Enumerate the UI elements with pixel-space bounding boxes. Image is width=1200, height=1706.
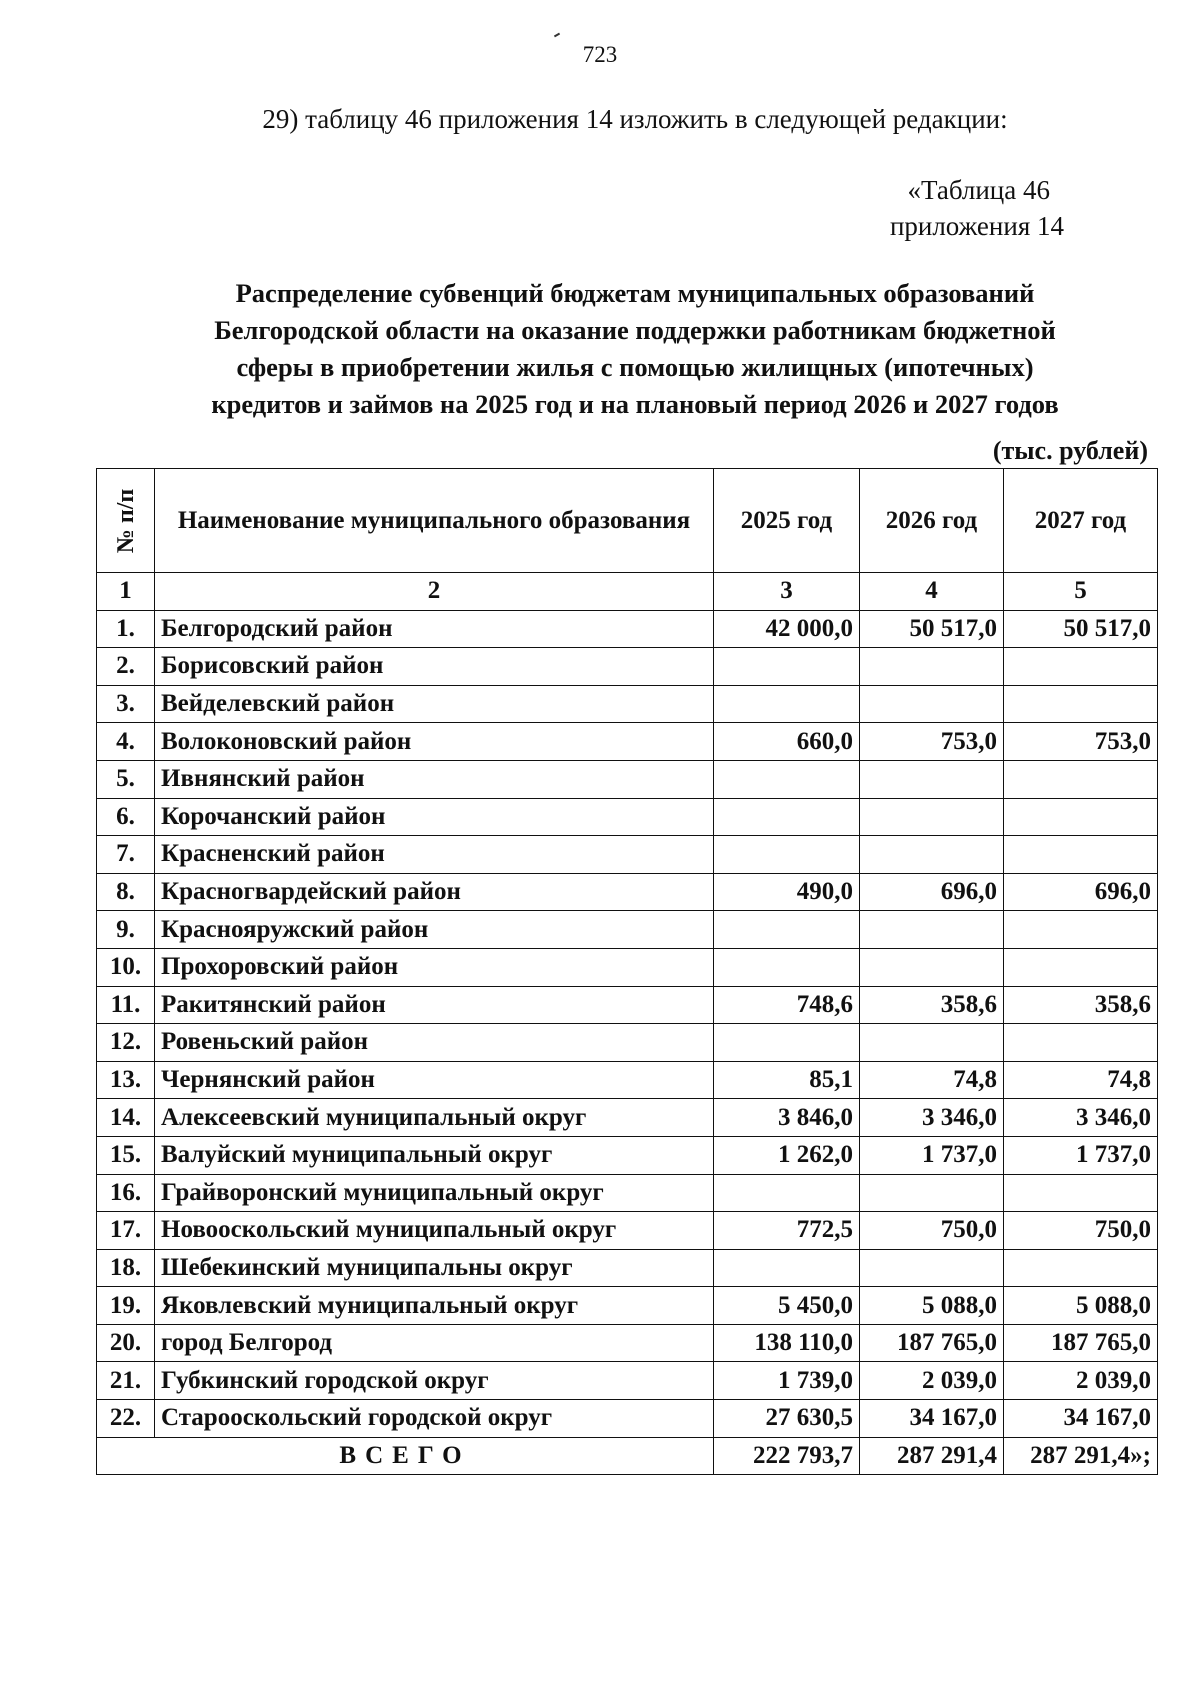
table-row [97,1362,1158,1400]
total-2027: 287 291,4»; [1004,1437,1158,1475]
value-2026: 1 737,0 [860,1136,1004,1174]
table-row [97,1324,1158,1362]
value-2026 [860,798,1004,836]
value-2027: 3 346,0 [1004,1099,1158,1137]
row-number: 19. [97,1287,155,1325]
row-number: 4. [97,723,155,761]
table-row [97,986,1158,1024]
value-2025: 1 262,0 [714,1136,860,1174]
value-2027: 5 088,0 [1004,1287,1158,1325]
table-row [97,610,1158,648]
table-caption [890,172,1064,244]
table-row [97,1024,1158,1062]
value-2027: 2 039,0 [1004,1362,1158,1400]
scan-artifact [554,33,560,38]
value-2026: 3 346,0 [860,1099,1004,1137]
value-2025: 3 846,0 [714,1099,860,1137]
municipality-name: Валуйский муниципальный округ [155,1136,714,1174]
value-2025: 490,0 [714,873,860,911]
table-row [97,1099,1158,1137]
title-line: Распределение субвенций бюджетам муниципальных образований [235,278,1035,308]
column-number: 5 [1004,573,1158,611]
intro-text: 29) таблицу 46 приложения 14 изложить в следующей редакции: [262,104,1008,134]
municipality-name: Борисовский район [155,648,714,686]
column-number: 1 [97,573,155,611]
total-2026: 287 291,4 [860,1437,1004,1475]
value-2025: 1 739,0 [714,1362,860,1400]
value-2027 [1004,685,1158,723]
municipality-name: Шебекинский муниципальны округ [155,1249,714,1287]
value-2026 [860,836,1004,874]
title-line: Белгородской области на оказание поддержки работникам бюджетной [214,315,1056,345]
value-2026: 34 167,0 [860,1400,1004,1438]
value-2026: 187 765,0 [860,1324,1004,1362]
value-2026 [860,1024,1004,1062]
row-number: 2. [97,648,155,686]
total-2025: 222 793,7 [714,1437,860,1475]
row-number: 9. [97,911,155,949]
header-num-label: № п/п [112,488,139,553]
municipality-name: Ивнянский район [155,760,714,798]
row-number: 22. [97,1400,155,1438]
value-2027: 1 737,0 [1004,1136,1158,1174]
value-2025: 772,5 [714,1212,860,1250]
municipality-name: Красногвардейский район [155,873,714,911]
header-name: Наименование муниципального образования [155,469,714,573]
value-2027: 34 167,0 [1004,1400,1158,1438]
page-number: 723 [582,42,618,67]
column-number-row [97,573,1158,611]
column-number: 2 [155,573,714,611]
column-number: 4 [860,573,1004,611]
row-number: 11. [97,986,155,1024]
value-2025 [714,760,860,798]
value-2025 [714,1024,860,1062]
table-row [97,948,1158,986]
value-2025 [714,685,860,723]
table-row [97,723,1158,761]
value-2027 [1004,648,1158,686]
value-2026: 74,8 [860,1061,1004,1099]
row-number: 14. [97,1099,155,1137]
value-2027: 187 765,0 [1004,1324,1158,1362]
value-2027: 358,6 [1004,986,1158,1024]
value-2027: 696,0 [1004,873,1158,911]
value-2027 [1004,798,1158,836]
total-row [97,1437,1158,1475]
value-2025 [714,836,860,874]
value-2026 [860,948,1004,986]
table-row [97,685,1158,723]
table-row [97,1212,1158,1250]
municipality-name: Чернянский район [155,1061,714,1099]
value-2025 [714,1174,860,1212]
value-2025: 138 110,0 [714,1324,860,1362]
header-2027: 2027 год [1004,469,1158,573]
row-number: 7. [97,836,155,874]
total-label: ВСЕГО [97,1437,714,1475]
value-2026: 5 088,0 [860,1287,1004,1325]
municipality-name: Грайворонский муниципальный округ [155,1174,714,1212]
value-2027 [1004,948,1158,986]
header-2026: 2026 год [860,469,1004,573]
table-row [97,911,1158,949]
value-2025 [714,911,860,949]
value-2025: 42 000,0 [714,610,860,648]
value-2027: 74,8 [1004,1061,1158,1099]
column-number: 3 [714,573,860,611]
municipality-name: Новооскольский муниципальный округ [155,1212,714,1250]
table-row [97,1174,1158,1212]
value-2026: 358,6 [860,986,1004,1024]
value-2027: 50 517,0 [1004,610,1158,648]
value-2026: 2 039,0 [860,1362,1004,1400]
table-row [97,760,1158,798]
table-row [97,1287,1158,1325]
municipality-name: Корочанский район [155,798,714,836]
value-2026: 753,0 [860,723,1004,761]
municipality-name: Старооскольский городской округ [155,1400,714,1438]
row-number: 12. [97,1024,155,1062]
table-row [97,1061,1158,1099]
value-2025 [714,798,860,836]
subvention-table [96,468,1158,1475]
row-number: 3. [97,685,155,723]
value-2026 [860,1174,1004,1212]
value-2025 [714,648,860,686]
value-2025 [714,1249,860,1287]
value-2027 [1004,1249,1158,1287]
value-2027 [1004,1024,1158,1062]
value-2027 [1004,1174,1158,1212]
municipality-name: Красненский район [155,836,714,874]
value-2026 [860,760,1004,798]
units-label: (тыс. рублей) [992,436,1148,465]
value-2025: 27 630,5 [714,1400,860,1438]
municipality-name: Ровеньский район [155,1024,714,1062]
municipality-name: Краснояружский район [155,911,714,949]
row-number: 13. [97,1061,155,1099]
municipality-name: Белгородский район [155,610,714,648]
municipality-name: Губкинский городской округ [155,1362,714,1400]
table-row [97,1400,1158,1438]
value-2026: 50 517,0 [860,610,1004,648]
table-row [97,1249,1158,1287]
value-2026 [860,911,1004,949]
table-row [97,648,1158,686]
value-2027: 750,0 [1004,1212,1158,1250]
municipality-name: Волоконовский район [155,723,714,761]
row-number: 1. [97,610,155,648]
value-2026: 750,0 [860,1212,1004,1250]
row-number: 20. [97,1324,155,1362]
municipality-name: Ракитянский район [155,986,714,1024]
table-row [97,836,1158,874]
table-row [97,1136,1158,1174]
value-2025: 748,6 [714,986,860,1024]
table-header-row [97,469,1158,573]
value-2026 [860,685,1004,723]
header-2025: 2025 год [714,469,860,573]
title-line: кредитов и займов на 2025 год и на плановый период 2026 и 2027 годов [211,389,1059,419]
header-num [97,469,155,573]
row-number: 8. [97,873,155,911]
value-2026: 696,0 [860,873,1004,911]
value-2025: 85,1 [714,1061,860,1099]
municipality-name: Алексеевский муниципальный округ [155,1099,714,1137]
row-number: 21. [97,1362,155,1400]
title-line: сферы в приобретении жилья с помощью жилищных (ипотечных) [236,352,1034,382]
row-number: 16. [97,1174,155,1212]
table-row [97,798,1158,836]
table-caption-line: приложения 14 [889,211,1064,241]
document-title [130,275,1140,423]
table-row [97,873,1158,911]
municipality-name: город Белгород [155,1324,714,1362]
value-2026 [860,1249,1004,1287]
value-2027: 753,0 [1004,723,1158,761]
row-number: 10. [97,948,155,986]
municipality-name: Яковлевский муниципальный округ [155,1287,714,1325]
value-2027 [1004,836,1158,874]
row-number: 6. [97,798,155,836]
row-number: 18. [97,1249,155,1287]
municipality-name: Вейделевский район [155,685,714,723]
value-2025: 5 450,0 [714,1287,860,1325]
table-caption-line: «Таблица 46 [907,175,1050,205]
row-number: 15. [97,1136,155,1174]
value-2027 [1004,911,1158,949]
municipality-name: Прохоровский район [155,948,714,986]
value-2026 [860,648,1004,686]
row-number: 5. [97,760,155,798]
value-2027 [1004,760,1158,798]
row-number: 17. [97,1212,155,1250]
value-2025 [714,948,860,986]
value-2025: 660,0 [714,723,860,761]
